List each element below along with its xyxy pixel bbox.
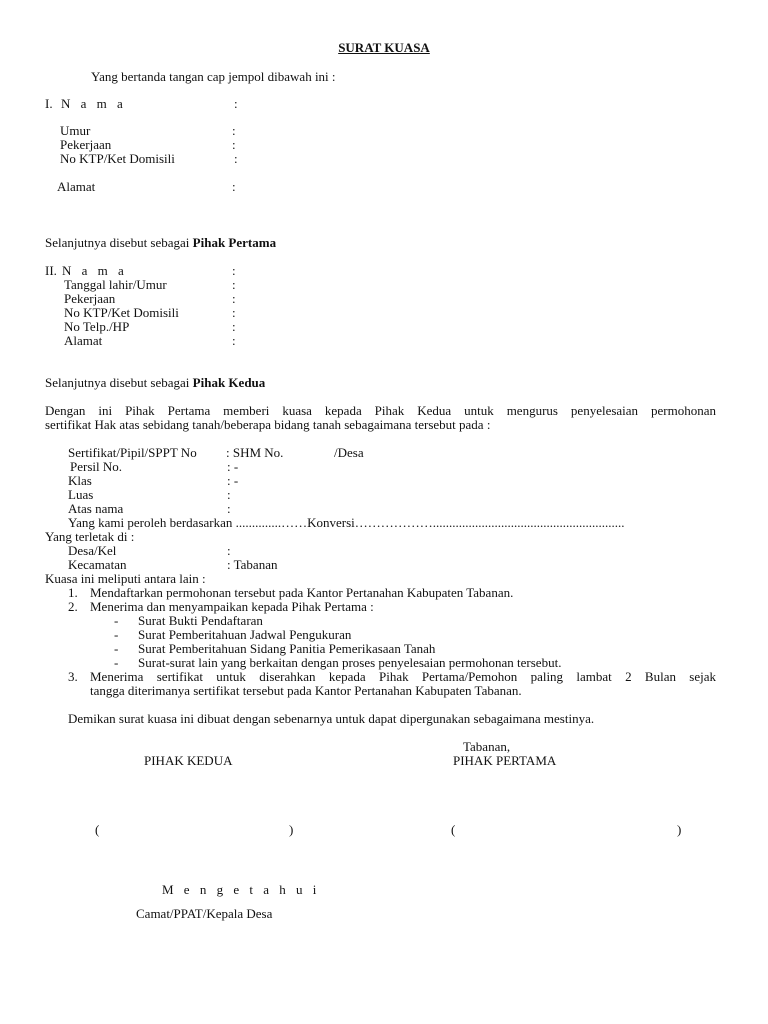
- intro-text: Yang bertanda tangan cap jempol dibawah ini :: [91, 69, 336, 84]
- sertifikat-label: Sertifikat/Pipil/SPPT No: [68, 445, 197, 460]
- section2-ktp-label: No KTP/Ket Domisili: [64, 305, 179, 320]
- section1-ktp-colon: :: [234, 151, 238, 166]
- klas-value: : -: [227, 473, 239, 488]
- pihak-pertama-statement: [45, 236, 276, 250]
- sertifikat-value: : SHM No.: [226, 445, 284, 460]
- place-date: Tabanan,: [463, 739, 511, 754]
- section2-nama-colon: :: [232, 263, 236, 278]
- pihak-pertama-bold: Pihak Pertama: [192, 235, 277, 250]
- section1-umur-colon: :: [232, 123, 236, 138]
- kuasa-item3-line1: Menerima sertifikat untuk diserahkan kepada Pihak Pertama/Pemohon paling lambat 2 Bulan sejak: [90, 669, 716, 684]
- desa-value: /Desa: [334, 445, 364, 460]
- atas-nama-label: Atas nama: [68, 501, 124, 516]
- section1-umur-label: Umur: [60, 123, 91, 138]
- luas-label: Luas: [68, 487, 94, 502]
- section1-ktp-label: No KTP/Ket Domisili: [60, 151, 175, 166]
- desa-kel-label: Desa/Kel: [68, 543, 117, 558]
- peroleh-line: Yang kami peroleh berdasarkan ..............……Konversi………………...........................................................: [68, 515, 625, 530]
- kuasa-heading: Kuasa ini meliputi antara lain :: [45, 571, 206, 586]
- section1-alamat-colon: :: [232, 179, 236, 194]
- camat-ppat-kepala-desa: Camat/PPAT/Kepala Desa: [136, 906, 273, 921]
- section1-pekerjaan-colon: :: [232, 137, 236, 152]
- pihak-kedua-paren-close: ): [289, 822, 294, 837]
- pihak-pertama-paren-open: (: [451, 822, 456, 837]
- section2-telp-label: No Telp./HP: [64, 319, 130, 334]
- sub-item-1: Surat Bukti Pendaftaran: [138, 613, 263, 628]
- section2-ktp-colon: :: [232, 305, 236, 320]
- sub-item-dash: -: [114, 613, 119, 628]
- pihak-kedua-signature-title: PIHAK KEDUA: [144, 753, 233, 768]
- pihak-kedua-bold: Pihak Kedua: [192, 375, 266, 390]
- sub-item-dash: -: [114, 627, 119, 642]
- kuasa-item3-line2: tangga diterimanya sertifikat tersebut pada Kantor Pertanahan Kabupaten Tabanan.: [90, 683, 522, 698]
- sub-item-4: Surat-surat lain yang berkaitan dengan proses penyelesaian permohonan tersebut.: [138, 655, 562, 670]
- kuasa-item1-text: Mendaftarkan permohonan tersebut pada Kantor Pertanahan Kabupaten Tabanan.: [90, 585, 514, 600]
- pihak-kedua-paren-open: (: [95, 822, 100, 837]
- section2-pekerjaan-colon: :: [232, 291, 236, 306]
- pihak-pertama-paren-close: ): [677, 822, 682, 837]
- section2-pekerjaan-label: Pekerjaan: [64, 291, 116, 306]
- section2-nama-label: N a m a: [62, 263, 128, 278]
- kuasa-item1-number: 1.: [68, 585, 78, 600]
- kecamatan-value: : Tabanan: [227, 557, 278, 572]
- persil-value: : -: [227, 459, 239, 474]
- paragraph-kuasa-line2: sertifikat Hak atas sebidang tanah/beberapa bidang tanah sebagaimana tersebut pada :: [45, 417, 491, 432]
- kuasa-item2-number: 2.: [68, 599, 78, 614]
- desa-kel-value: :: [227, 543, 231, 558]
- section1-pekerjaan-label: Pekerjaan: [60, 137, 112, 152]
- luas-value: :: [227, 487, 231, 502]
- mengetahui-label: M e n g e t a h u i: [162, 882, 320, 897]
- atas-nama-value: :: [227, 501, 231, 516]
- terletak-heading: Yang terletak di :: [45, 529, 135, 544]
- sub-item-3: Surat Pemberitahuan Sidang Panitia Pemerikasaan Tanah: [138, 641, 436, 656]
- pihak-kedua-statement: [45, 376, 265, 390]
- paragraph-kuasa-line1: Dengan ini Pihak Pertama memberi kuasa kepada Pihak Kedua untuk mengurus penyelesaian permohonan: [45, 403, 716, 418]
- persil-label: Persil No.: [70, 459, 122, 474]
- section2-alamat-label: Alamat: [64, 333, 103, 348]
- closing-statement: Demikan surat kuasa ini dibuat dengan sebenarnya untuk dapat dipergunakan sebagaimana mestinya.: [68, 711, 595, 726]
- pihak-kedua-prefix: Selanjutnya disebut sebagai: [45, 375, 190, 390]
- section1-alamat-label: Alamat: [57, 179, 96, 194]
- section1-number: I.: [45, 96, 53, 111]
- section2-alamat-colon: :: [232, 333, 236, 348]
- section1-nama-label: N a m a: [61, 96, 127, 111]
- pihak-pertama-signature-title: PIHAK PERTAMA: [453, 753, 557, 768]
- sub-item-dash: -: [114, 641, 119, 656]
- document-title: SURAT KUASA: [338, 40, 430, 55]
- section2-ttl-colon: :: [232, 277, 236, 292]
- kuasa-item3-number: 3.: [68, 669, 78, 684]
- section2-number: II.: [45, 263, 57, 278]
- pihak-pertama-prefix: Selanjutnya disebut sebagai: [45, 235, 190, 250]
- section2-telp-colon: :: [232, 319, 236, 334]
- sub-item-2: Surat Pemberitahuan Jadwal Pengukuran: [138, 627, 352, 642]
- section1-nama-colon: :: [234, 96, 238, 111]
- section2-ttl-label: Tanggal lahir/Umur: [64, 277, 167, 292]
- kuasa-item2-text: Menerima dan menyampaikan kepada Pihak Pertama :: [90, 599, 374, 614]
- klas-label: Klas: [68, 473, 92, 488]
- sub-item-dash: -: [114, 655, 119, 670]
- kecamatan-label: Kecamatan: [68, 557, 127, 572]
